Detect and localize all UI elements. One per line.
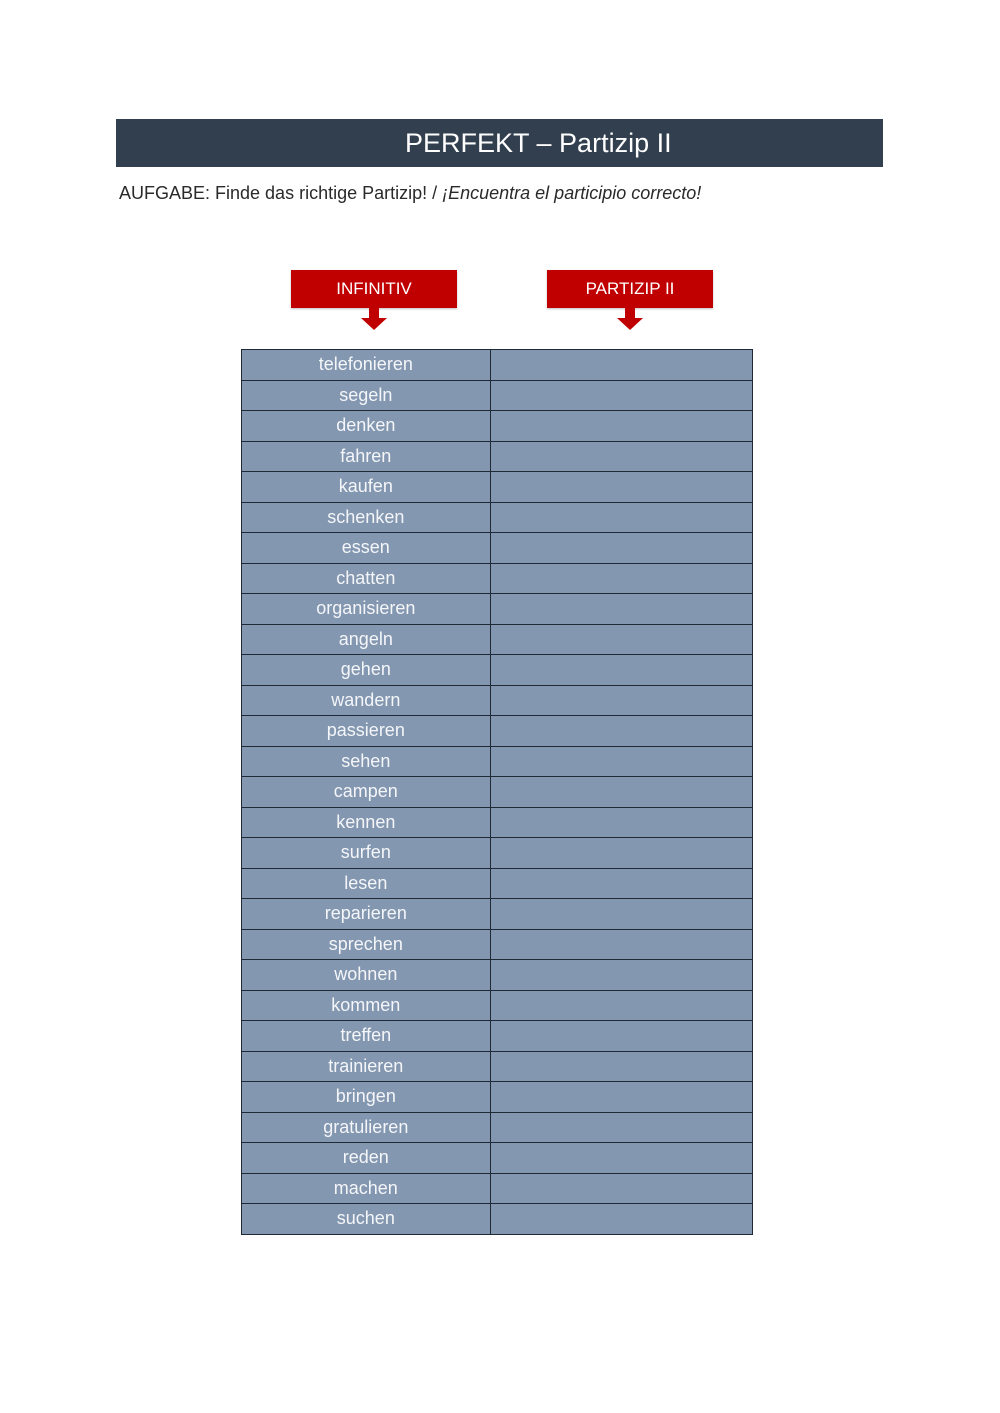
table-row [242, 533, 753, 564]
infinitive-cell: passieren [242, 716, 491, 747]
infinitive-cell: surfen [242, 838, 491, 869]
table-row [242, 1204, 753, 1235]
partizip-answer-cell[interactable] [490, 441, 752, 472]
infinitive-cell: schenken [242, 502, 491, 533]
table-row [242, 929, 753, 960]
infinitive-cell: kaufen [242, 472, 491, 503]
table-row [242, 472, 753, 503]
partizip-arrow-icon [617, 308, 643, 330]
infinitive-cell: sprechen [242, 929, 491, 960]
table-row [242, 1082, 753, 1113]
infinitive-cell: kennen [242, 807, 491, 838]
infinitive-cell: suchen [242, 1204, 491, 1235]
table-row [242, 1021, 753, 1052]
infinitive-cell: machen [242, 1173, 491, 1204]
table-row [242, 746, 753, 777]
partizip-answer-cell[interactable] [490, 746, 752, 777]
table-row [242, 655, 753, 686]
table-row [242, 441, 753, 472]
partizip-answer-cell[interactable] [490, 990, 752, 1021]
partizip-answer-cell[interactable] [490, 1112, 752, 1143]
infinitiv-header: INFINITIV [291, 270, 457, 308]
infinitive-cell: segeln [242, 380, 491, 411]
table-row [242, 502, 753, 533]
table-row [242, 685, 753, 716]
table-row [242, 350, 753, 381]
partizip-answer-cell[interactable] [490, 502, 752, 533]
partizip-answer-cell[interactable] [490, 1204, 752, 1235]
infinitive-cell: kommen [242, 990, 491, 1021]
table-row [242, 594, 753, 625]
partizip-answer-cell[interactable] [490, 807, 752, 838]
infinitive-cell: fahren [242, 441, 491, 472]
infinitive-cell: campen [242, 777, 491, 808]
partizip-answer-cell[interactable] [490, 929, 752, 960]
table-row [242, 380, 753, 411]
infinitive-cell: telefonieren [242, 350, 491, 381]
infinitive-cell: angeln [242, 624, 491, 655]
table-row [242, 624, 753, 655]
partizip-answer-cell[interactable] [490, 1143, 752, 1174]
table-row [242, 899, 753, 930]
infinitive-cell: gratulieren [242, 1112, 491, 1143]
table-row [242, 838, 753, 869]
partizip-answer-cell[interactable] [490, 1173, 752, 1204]
partizip-answer-cell[interactable] [490, 1021, 752, 1052]
partizip-answer-cell[interactable] [490, 624, 752, 655]
partizip-answer-cell[interactable] [490, 350, 752, 381]
table-row [242, 807, 753, 838]
partizip-answer-cell[interactable] [490, 655, 752, 686]
table-row [242, 411, 753, 442]
table-row [242, 990, 753, 1021]
infinitive-cell: reden [242, 1143, 491, 1174]
infinitive-cell: treffen [242, 1021, 491, 1052]
infinitive-cell: trainieren [242, 1051, 491, 1082]
infinitive-cell: denken [242, 411, 491, 442]
partizip-answer-cell[interactable] [490, 533, 752, 564]
partizip-answer-cell[interactable] [490, 899, 752, 930]
infinitive-cell: reparieren [242, 899, 491, 930]
infinitive-cell: wandern [242, 685, 491, 716]
table-row [242, 1051, 753, 1082]
partizip-answer-cell[interactable] [490, 960, 752, 991]
partizip-answer-cell[interactable] [490, 411, 752, 442]
partizip-answer-cell[interactable] [490, 777, 752, 808]
partizip-answer-cell[interactable] [490, 838, 752, 869]
partizip-header: PARTIZIP II [547, 270, 713, 308]
task-instruction [119, 183, 701, 204]
infinitive-cell: gehen [242, 655, 491, 686]
partizip-answer-cell[interactable] [490, 868, 752, 899]
partizip-answer-cell[interactable] [490, 472, 752, 503]
infinitive-cell: organisieren [242, 594, 491, 625]
table-row [242, 1173, 753, 1204]
partizip-answer-cell[interactable] [490, 716, 752, 747]
infinitive-cell: essen [242, 533, 491, 564]
infinitive-cell: wohnen [242, 960, 491, 991]
table-row [242, 1112, 753, 1143]
infinitive-cell: chatten [242, 563, 491, 594]
task-spanish: ¡Encuentra el participio correcto! [442, 183, 702, 203]
partizip-answer-cell[interactable] [490, 1082, 752, 1113]
partizip-answer-cell[interactable] [490, 563, 752, 594]
table-row [242, 1143, 753, 1174]
task-german: AUFGABE: Finde das richtige Partizip! / [119, 183, 443, 203]
table-row [242, 868, 753, 899]
infinitiv-arrow-icon [361, 308, 387, 330]
infinitive-cell: lesen [242, 868, 491, 899]
infinitive-cell: bringen [242, 1082, 491, 1113]
table-row [242, 716, 753, 747]
partizip-answer-cell[interactable] [490, 685, 752, 716]
partizip-answer-cell[interactable] [490, 594, 752, 625]
infinitive-cell: sehen [242, 746, 491, 777]
table-row [242, 563, 753, 594]
table-row [242, 777, 753, 808]
partizip-answer-cell[interactable] [490, 1051, 752, 1082]
table-row [242, 960, 753, 991]
partizip-answer-cell[interactable] [490, 380, 752, 411]
verb-table [241, 349, 753, 1235]
page-title: PERFEKT – Partizip II [116, 119, 883, 167]
